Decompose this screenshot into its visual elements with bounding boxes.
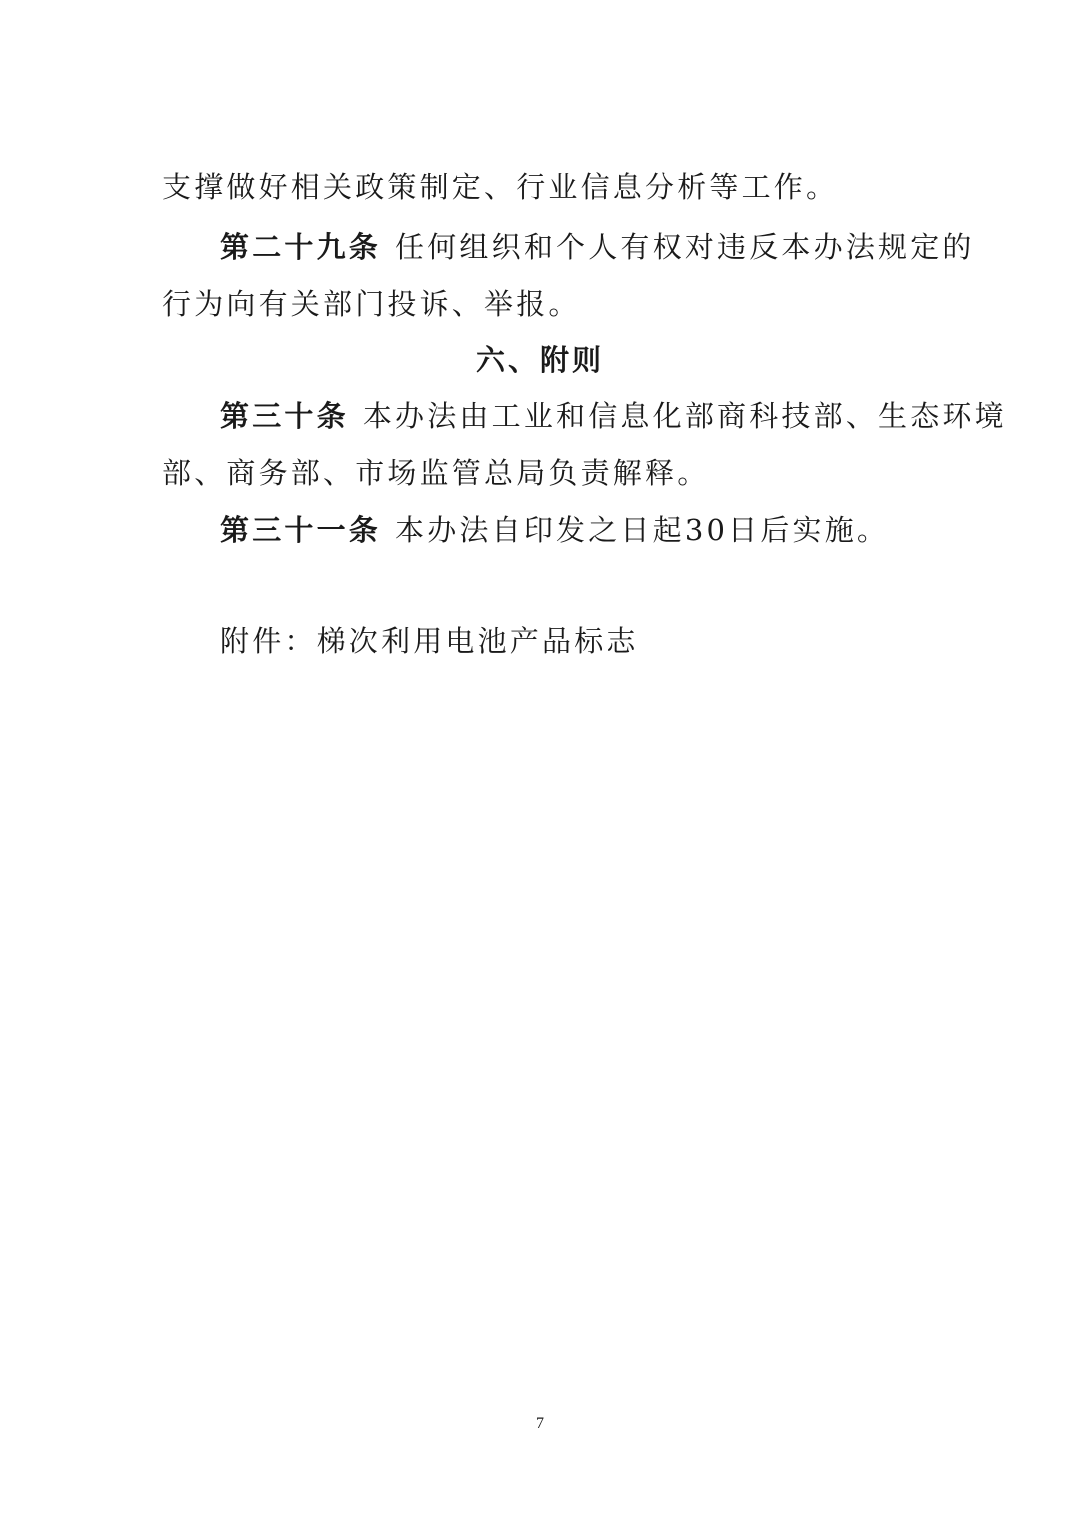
paragraph-line bbox=[162, 453, 709, 493]
article-31-line bbox=[220, 510, 889, 550]
article-heading: 第二十九条 bbox=[220, 230, 382, 264]
section-title: 六、附则 bbox=[475, 343, 604, 377]
line-text: 本办法自印发之日起30日后实施。 bbox=[395, 513, 890, 547]
attachment-line bbox=[220, 621, 639, 661]
line-text: 本办法由工业和信息化部商科技部、生态环境 bbox=[362, 399, 1007, 433]
article-30-line bbox=[220, 396, 1007, 436]
article-heading: 第三十一条 bbox=[220, 513, 382, 547]
line-text: 行为向有关部门投诉、举报。 bbox=[162, 287, 581, 321]
page-number: 7 bbox=[536, 1415, 544, 1432]
line-text: 任何组织和个人有权对违反本办法规定的 bbox=[395, 230, 975, 264]
article-29-line bbox=[220, 227, 975, 267]
paragraph-line bbox=[162, 167, 838, 207]
paragraph-line bbox=[162, 284, 581, 324]
line-text: 支撑做好相关政策制定、行业信息分析等工作。 bbox=[162, 170, 839, 204]
line-text: 部、商务部、市场监管总局负责解释。 bbox=[162, 456, 710, 490]
line-text: 附件：梯次利用电池产品标志 bbox=[220, 624, 639, 658]
article-heading: 第三十条 bbox=[220, 399, 349, 433]
